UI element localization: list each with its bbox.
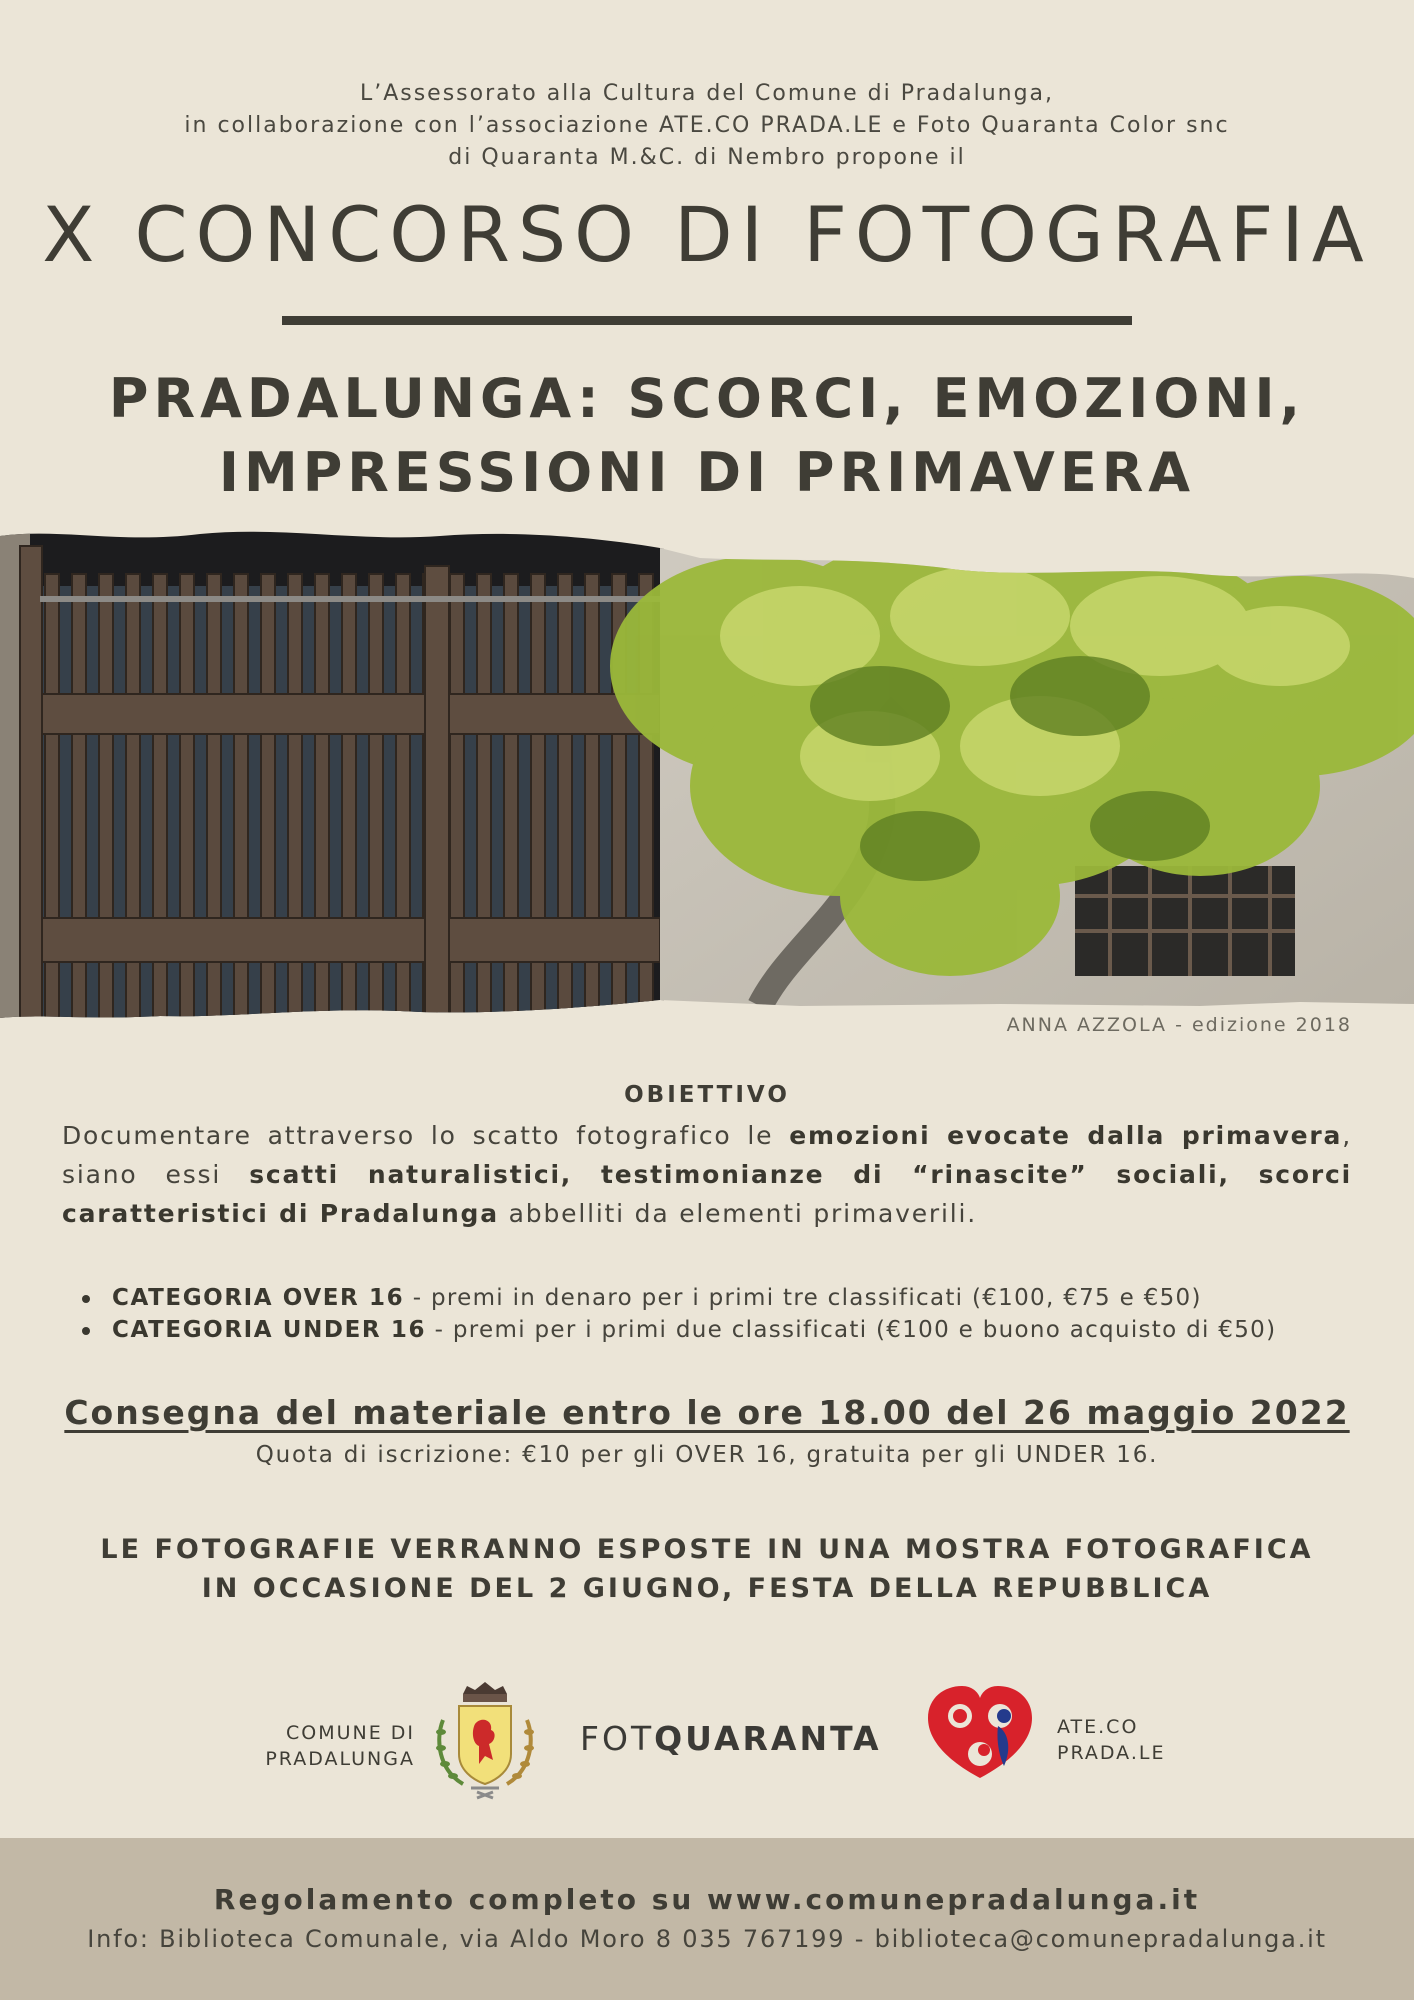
intro-line-3: di Quaranta M.&C. di Nembro propone il — [448, 145, 966, 170]
objective-heading: OBIETTIVO — [624, 1082, 790, 1108]
exhibition-line-1: LE FOTOGRAFIE VERRANNO ESPOSTE IN UNA MOSTRA FOTOGRAFICA — [100, 1534, 1314, 1565]
category-name: CATEGORIA UNDER 16 — [112, 1317, 427, 1343]
fotoquaranta-logo — [580, 1719, 882, 1758]
intro-line-1: L’Assessorato alla Cultura del Comune di Pradalunga, — [359, 81, 1055, 106]
ateco-label-line-2: PRADA.LE — [1057, 1742, 1166, 1764]
submission-deadline: Consegna del materiale entro le ore 18.00 del 26 maggio 2022 — [64, 1393, 1350, 1432]
objective-emphasis: scatti naturalistici, testimonianze di “rinascite” sociali, scorci caratteristici di Pradalunga — [62, 1160, 1352, 1228]
exhibition-notice — [0, 1530, 1414, 1608]
objective-text — [62, 1116, 1352, 1233]
ateco-label — [1057, 1714, 1237, 1766]
title-divider — [282, 316, 1132, 325]
exhibition-line-2: IN OCCASIONE DEL 2 GIUGNO, FESTA DELLA REPUBBLICA — [201, 1573, 1213, 1604]
category-description: - premi in denaro per i primi tre classificati (€100, €75 e €50) — [404, 1285, 1202, 1311]
category-description: - premi per i primi due classificati (€100 e buono acquisto di €50) — [426, 1317, 1277, 1343]
comune-label — [240, 1720, 415, 1772]
contest-subtitle — [0, 362, 1414, 510]
comune-label-line-2: PRADALUNGA — [265, 1748, 415, 1770]
objective-text-part: Documentare attraverso lo scatto fotografico le — [62, 1121, 790, 1150]
category-list — [80, 1282, 1380, 1346]
subtitle-line-2: IMPRESSIONI DI PRIMAVERA — [218, 441, 1196, 504]
objective-text-part: , siano essi — [62, 1121, 1352, 1189]
ateco-label-line-1: ATE.CO — [1057, 1716, 1139, 1738]
subtitle-line-1: PRADALUNGA: SCORCI, EMOZIONI, — [108, 367, 1306, 430]
contest-photo — [0, 526, 1414, 1046]
fotoquaranta-logo-part: FOT — [580, 1719, 655, 1758]
footer-regulation: Regolamento completo su www.comunepradalunga.it — [213, 1883, 1201, 1916]
comune-crest-logo — [435, 1680, 535, 1805]
comune-label-line-1: COMUNE DI — [285, 1722, 415, 1744]
objective-text-part: abbelliti da elementi primaverili. — [498, 1199, 977, 1228]
ateco-heart-logo — [924, 1682, 1036, 1786]
fotoquaranta-logo-part: QUARANTA — [654, 1719, 882, 1758]
page-title: X CONCORSO DI FOTOGRAFIA — [42, 190, 1372, 279]
category-name: CATEGORIA OVER 16 — [112, 1285, 405, 1311]
objective-emphasis: emozioni evocate dalla primavera — [789, 1121, 1343, 1150]
footer-band — [0, 1838, 1414, 2000]
category-item-over-16 — [80, 1282, 1380, 1314]
intro-line-2: in collaborazione con l’associazione ATE.CO PRADA.LE e Foto Quaranta Color snc — [184, 113, 1230, 138]
registration-fee: Quota di iscrizione: €10 per gli OVER 16, gratuita per gli UNDER 16. — [255, 1442, 1159, 1468]
intro-text — [0, 78, 1414, 174]
footer-contact-info: Info: Biblioteca Comunale, via Aldo Moro 8 035 767199 - biblioteca@comunepradalunga.it — [87, 1925, 1327, 1953]
category-item-under-16 — [80, 1314, 1380, 1346]
photo-credit: ANNA AZZOLA - edizione 2018 — [1006, 1014, 1352, 1036]
